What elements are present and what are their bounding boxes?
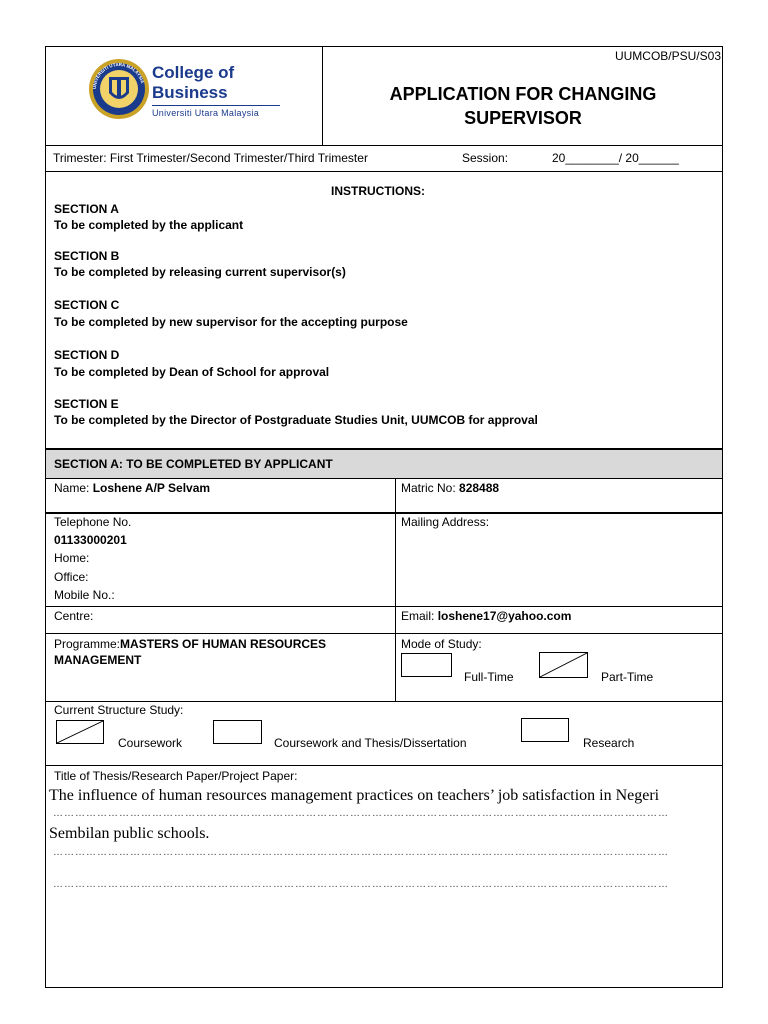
- telephone-label: Telephone No.: [54, 515, 132, 529]
- name-label: Name:: [54, 481, 90, 495]
- logo-line-1: College of: [152, 63, 235, 82]
- email-value: loshene17@yahoo.com: [437, 609, 572, 623]
- research-label: Research: [583, 736, 635, 750]
- dotted-line: ……………………………………………………………………………………………………………………………………………………: [53, 879, 669, 890]
- mailing-address-label[interactable]: Mailing Address:: [401, 515, 490, 529]
- section-c-title: SECTION C: [54, 298, 120, 312]
- part-time-label: Part-Time: [601, 670, 654, 684]
- research-checkbox[interactable]: [521, 718, 569, 742]
- mobile-phone-label[interactable]: Mobile No.:: [54, 588, 115, 602]
- name-field[interactable]: [54, 481, 210, 495]
- form-title-line-2: SUPERVISOR: [464, 108, 582, 128]
- section-a-title: SECTION A: [54, 202, 119, 216]
- thesis-title-line-2[interactable]: Sembilan public schools.: [49, 825, 210, 842]
- mode-of-study-label: Mode of Study:: [401, 637, 482, 651]
- section-c-desc: To be completed by new supervisor for the accepting purpose: [54, 315, 408, 329]
- home-phone-label[interactable]: Home:: [54, 551, 90, 565]
- trimester-text: Trimester: First Trimester/Second Trimester/Third Trimester: [53, 151, 368, 165]
- coursework-checkbox[interactable]: [56, 720, 104, 744]
- telephone-value[interactable]: 01133000201: [54, 533, 127, 547]
- programme-value-2: MANAGEMENT: [54, 653, 142, 667]
- session-label: Session:: [462, 151, 509, 165]
- section-e-desc: To be completed by the Director of Postgraduate Studies Unit, UUMCOB for approval: [54, 413, 538, 427]
- checked-mark-icon: [57, 721, 103, 743]
- session-value[interactable]: 20________/ 20______: [552, 151, 679, 165]
- coursework-thesis-label: Coursework and Thesis/Dissertation: [274, 736, 467, 750]
- email-field[interactable]: [401, 609, 571, 623]
- logo-line-3: Universiti Utara Malaysia: [152, 108, 260, 118]
- matric-value: 828488: [459, 481, 500, 495]
- row-line: [45, 512, 723, 514]
- uum-seal-icon: [88, 53, 150, 125]
- instructions-heading: INSTRUCTIONS:: [331, 184, 425, 198]
- coursework-label: Coursework: [118, 736, 183, 750]
- matric-label: Matric No:: [401, 481, 456, 495]
- checked-mark-icon: [540, 653, 587, 677]
- section-e-title: SECTION E: [54, 397, 119, 411]
- dotted-line: ……………………………………………………………………………………………………………………………………………………: [53, 847, 669, 858]
- row-line: [45, 765, 723, 766]
- section-b-title: SECTION B: [54, 249, 120, 263]
- full-time-checkbox[interactable]: [401, 653, 452, 677]
- centre-label[interactable]: Centre:: [54, 609, 94, 623]
- structure-study-label: Current Structure Study:: [54, 703, 184, 717]
- dotted-line: ……………………………………………………………………………………………………………………………………………………: [53, 808, 669, 819]
- section-d-title: SECTION D: [54, 348, 120, 362]
- section-a-body: [45, 478, 723, 988]
- row-line: [45, 633, 723, 634]
- programme-field[interactable]: [54, 637, 326, 651]
- part-time-checkbox[interactable]: [539, 652, 588, 678]
- form-code: UUMCOB/PSU/S03: [614, 49, 721, 63]
- svg-text:UNIVERSITI UTARA MALAYSIA: UNIVERSITI UTARA MALAYSIA: [91, 61, 146, 90]
- programme-label: Programme:: [54, 637, 121, 651]
- column-divider: [395, 478, 396, 702]
- section-a-heading: SECTION A: TO BE COMPLETED BY APPLICANT: [54, 457, 333, 471]
- logo-rule: [152, 105, 280, 106]
- thesis-title-label: Title of Thesis/Research Paper/Project Paper:: [54, 769, 298, 783]
- instructions-box: [45, 171, 723, 449]
- coursework-thesis-checkbox[interactable]: [213, 720, 262, 744]
- name-value: Loshene A/P Selvam: [92, 481, 211, 495]
- college-logo: [88, 53, 288, 131]
- form-title-line-1: APPLICATION FOR CHANGING: [389, 84, 657, 104]
- section-d-desc: To be completed by Dean of School for approval: [54, 365, 330, 379]
- email-label: Email:: [401, 609, 435, 623]
- office-phone-label[interactable]: Office:: [54, 570, 89, 584]
- thesis-title-line-1[interactable]: The influence of human resources management practices on teachers’ job satisfaction in Negeri: [49, 787, 660, 804]
- matric-field[interactable]: [401, 481, 499, 495]
- logo-line-2: Business: [152, 83, 228, 102]
- section-b-desc: To be completed by releasing current supervisor(s): [54, 265, 346, 279]
- section-a-desc: To be completed by the applicant: [54, 218, 244, 232]
- row-line: [45, 701, 723, 702]
- row-line: [45, 606, 723, 607]
- full-time-label: Full-Time: [464, 670, 514, 684]
- programme-value: MASTERS OF HUMAN RESOURCES: [120, 637, 327, 651]
